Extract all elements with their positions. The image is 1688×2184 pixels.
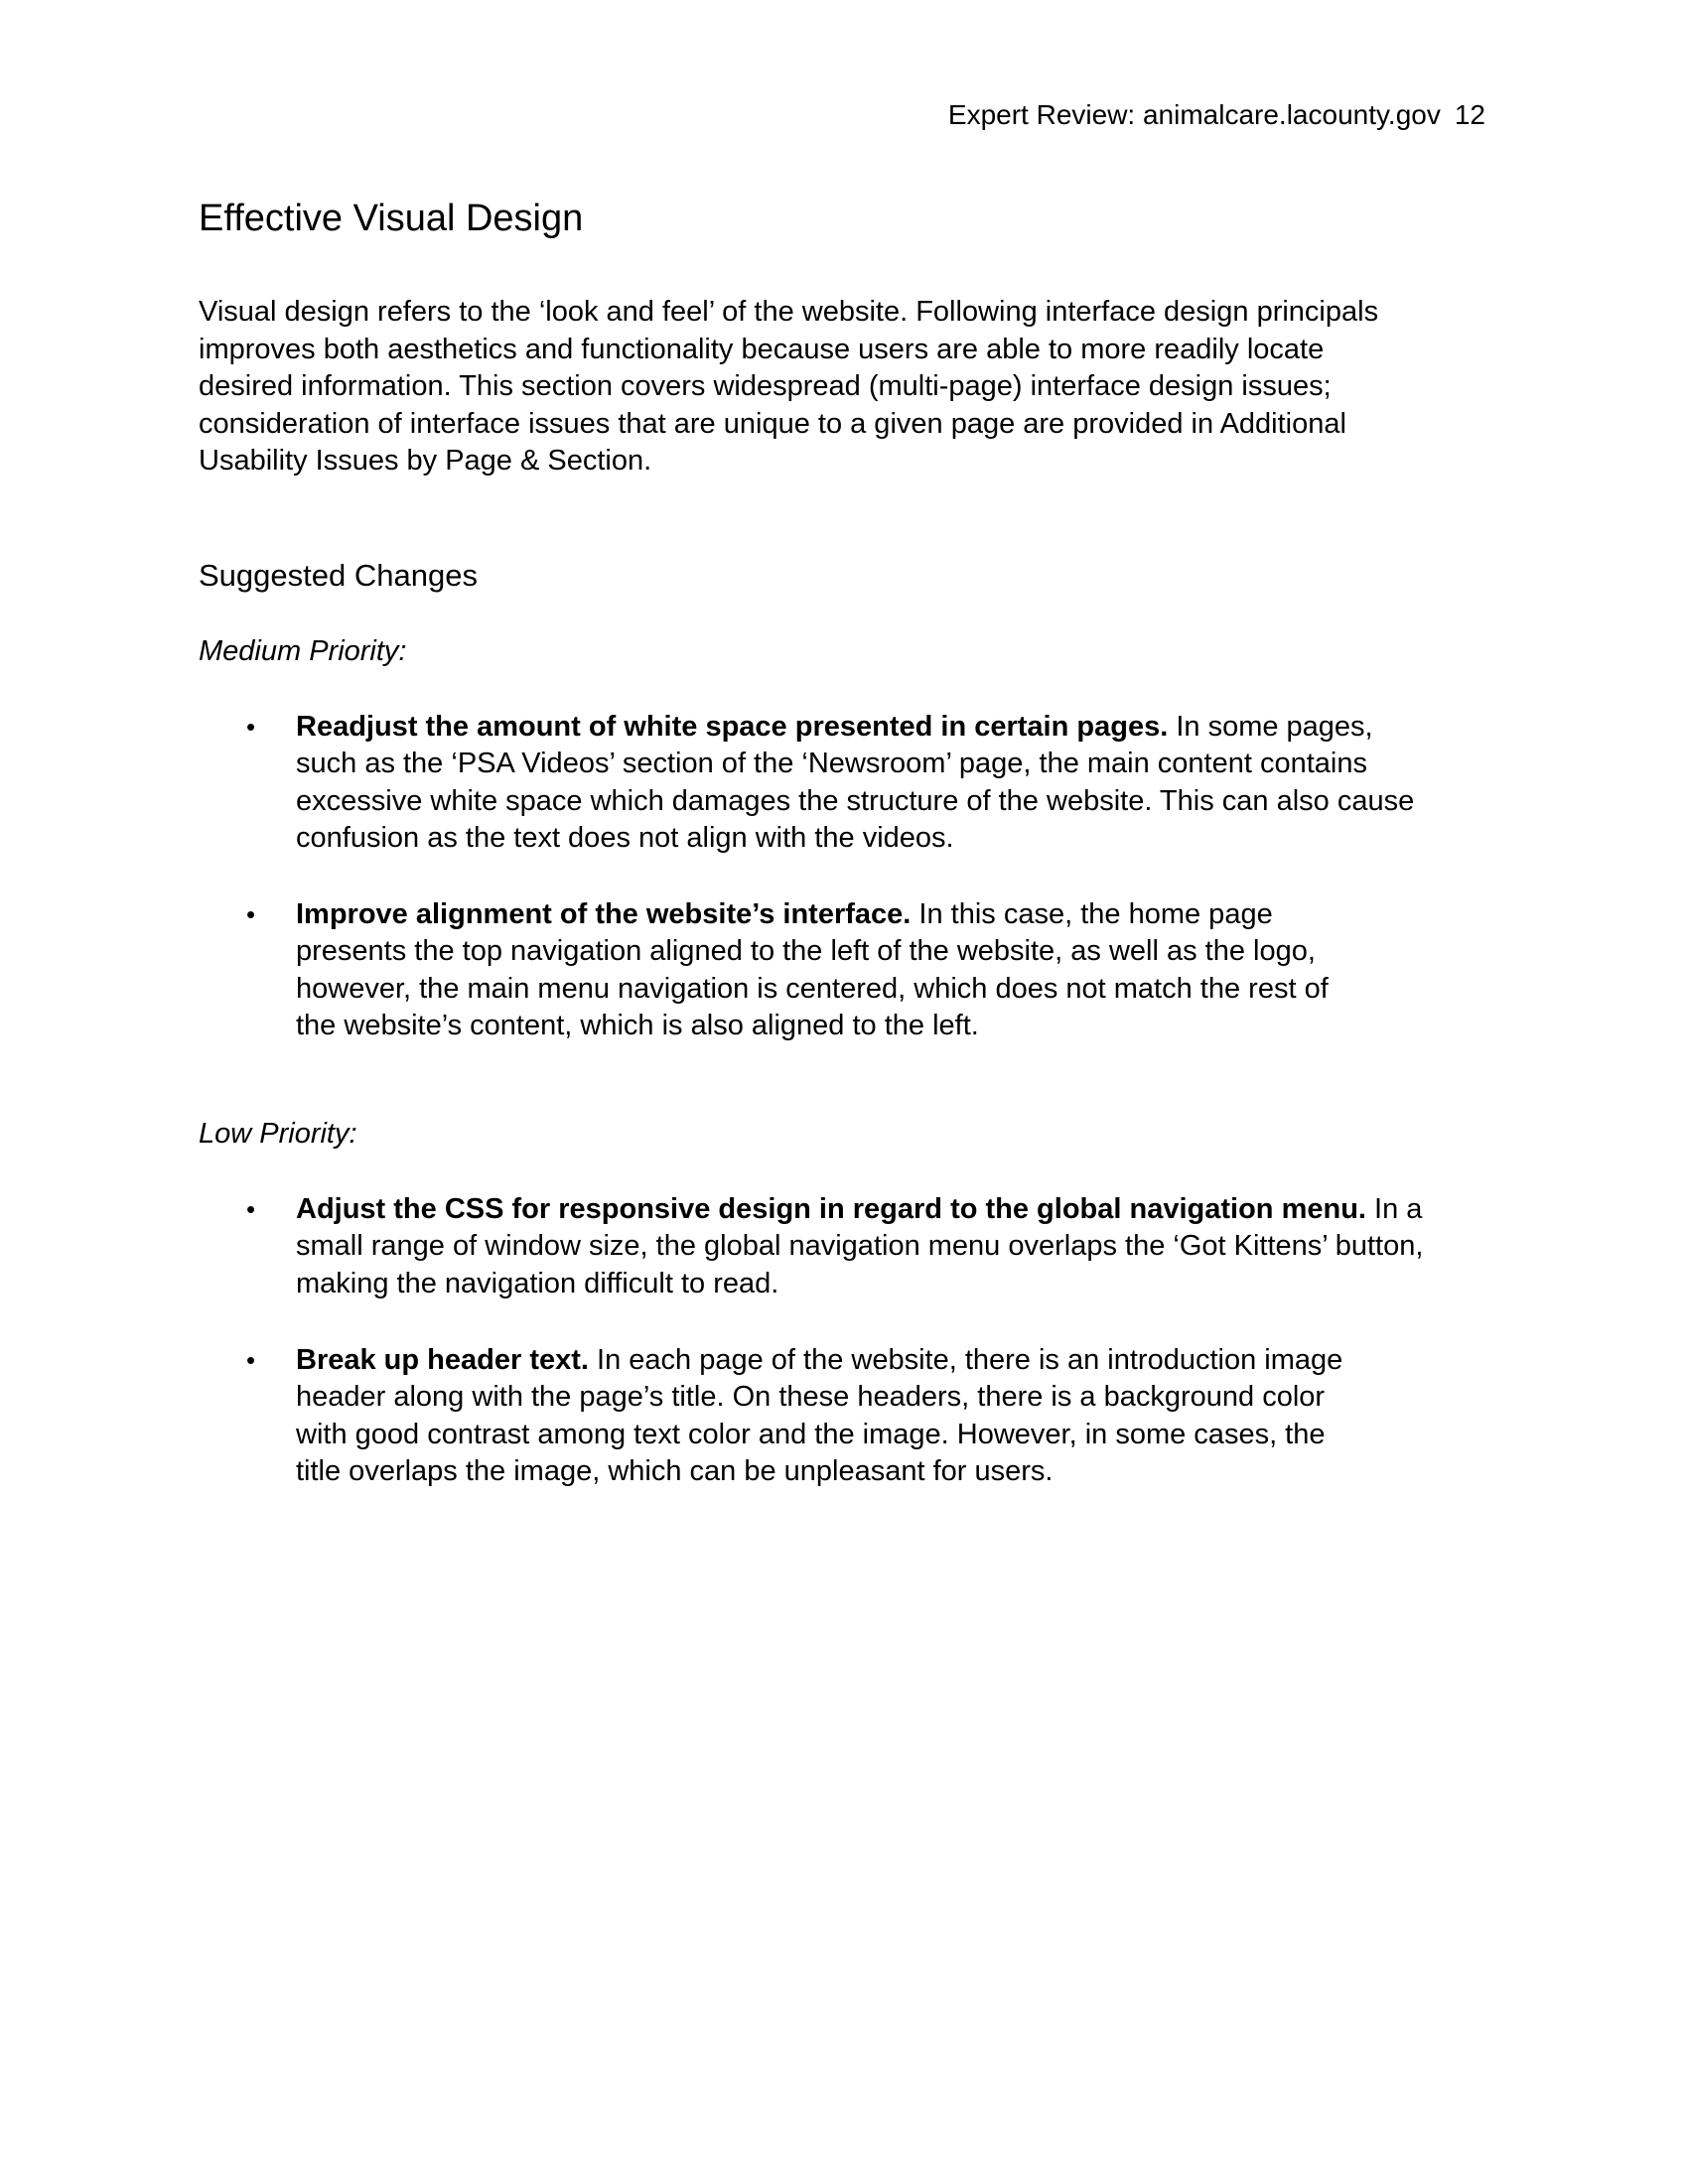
intro-line: consideration of interface issues that are unique to a given page are provided in Additional (199, 407, 1346, 440)
bullet-line: such as the ‘PSA Videos’ section of the ‘Newsroom’ page, the main content contains (296, 748, 1367, 780)
bullet-lead: Improve alignment of the website’s interface. (296, 898, 912, 930)
bullet-lead: Adjust the CSS for responsive design in regard to the global navigation menu. (296, 1193, 1366, 1225)
page-number: 12 (1454, 99, 1485, 130)
running-header (948, 97, 1485, 133)
intro-paragraph (199, 294, 1489, 480)
bullet-item-responsive-css (246, 1191, 1497, 1302)
bullet-point-icon: • (246, 712, 256, 742)
low-priority-label: Low Priority: (199, 1118, 357, 1150)
bullet-item-alignment (246, 896, 1497, 1045)
bullet-lead: Readjust the amount of white space presented in certain pages. (296, 711, 1169, 743)
bullet-line: confusion as the text does not align with the videos. (296, 822, 954, 855)
bullet-text: In some pages, (1168, 711, 1373, 743)
bullet-first-line (296, 709, 1497, 746)
bullet-line: excessive white space which damages the structure of the website. This can also cause (296, 784, 1415, 817)
bullet-item-white-space (246, 709, 1497, 858)
bullet-line: however, the main menu navigation is centered, which does not match the rest of (296, 972, 1329, 1005)
bullet-line: small range of window size, the global navigation menu overlaps the ‘Got Kittens’ button, (296, 1230, 1424, 1263)
section-title: Effective Visual Design (199, 198, 584, 239)
medium-priority-label: Medium Priority: (199, 635, 407, 667)
bullet-line: presents the top navigation aligned to the left of the website, as well as the logo, (296, 935, 1316, 968)
bullet-point-icon: • (246, 899, 256, 929)
bullet-line: making the navigation difficult to read. (296, 1267, 779, 1299)
intro-line: desired information. This section covers widespread (multi-page) interface design issues; (199, 370, 1332, 403)
bullet-first-line (296, 1342, 1497, 1379)
bullet-point-icon: • (246, 1345, 256, 1375)
bullet-lead: Break up header text. (296, 1344, 589, 1376)
bullet-line: with good contrast among text color and the image. However, in some cases, the (296, 1418, 1326, 1450)
bullet-first-line (296, 896, 1497, 933)
bullet-text: In each page of the website, there is an introduction image (588, 1344, 1343, 1376)
bullet-line: title overlaps the image, which can be unpleasant for users. (296, 1455, 1054, 1488)
bullet-point-icon: • (246, 1194, 256, 1224)
bullet-item-header-text (246, 1342, 1497, 1491)
bullet-first-line (296, 1191, 1497, 1228)
suggested-changes-heading: Suggested Changes (199, 558, 478, 593)
bullet-line: header along with the page’s title. On these headers, there is a background color (296, 1381, 1326, 1414)
intro-line: Visual design refers to the ‘look and feel’ of the website. Following interface design principals (199, 296, 1379, 328)
running-header-title: Expert Review: animalcare.lacounty.gov (947, 99, 1441, 130)
bullet-text: In a (1365, 1193, 1423, 1225)
intro-line: improves both aesthetics and functionality because users are able to more readily locate (199, 333, 1325, 365)
bullet-text: In this case, the home page (911, 898, 1273, 930)
bullet-line: the website’s content, which is also aligned to the left. (296, 1010, 979, 1042)
intro-line: Usability Issues by Page & Section. (199, 445, 652, 478)
